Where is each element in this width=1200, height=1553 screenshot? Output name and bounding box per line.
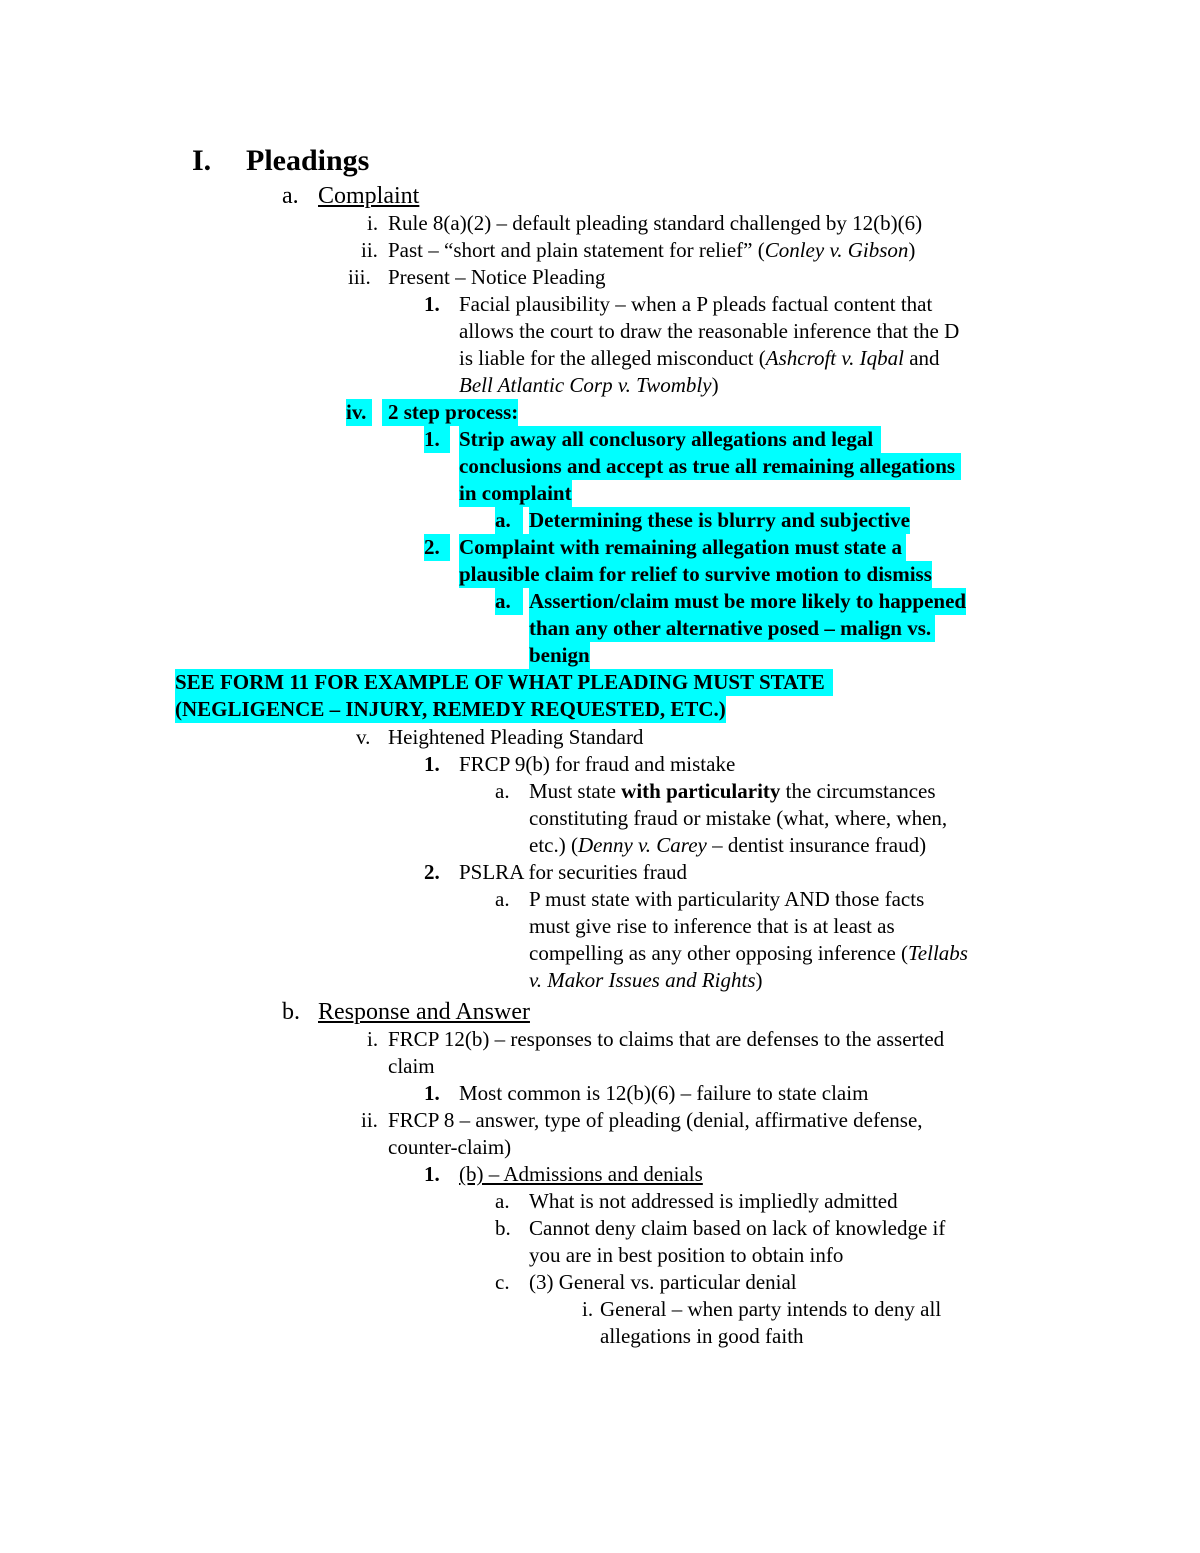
case-citation: Tellabs (908, 941, 968, 965)
item-text: must give rise to inference that is at least as (529, 914, 895, 938)
highlighted-item-marker: 1. (424, 426, 450, 453)
subsection-title-complaint: Complaint (318, 183, 420, 209)
item-text: Bell Atlantic Corp v. Twombly) (459, 373, 719, 397)
subsection-marker-b: b. (282, 999, 300, 1025)
item-text: compelling as any other opposing inference (Tellabs (529, 941, 968, 965)
item-text: Rule 8(a)(2) – default pleading standard challenged by 12(b)(6) (388, 211, 923, 235)
item-marker: v. (356, 725, 371, 749)
item-text: PSLRA for securities fraud (459, 860, 688, 884)
item-text: counter-claim) (388, 1135, 512, 1159)
subsection-marker-a: a. (282, 183, 299, 209)
item-text: Heightened Pleading Standard (388, 725, 644, 749)
item-text: Must state with particularity the circumstances (529, 779, 936, 803)
item-text: Facial plausibility – when a P pleads factual content that (459, 292, 933, 316)
case-citation: Ashcroft v. Iqbal (765, 346, 904, 370)
highlighted-item-text: Determining these is blurry and subjective (529, 508, 910, 532)
highlighted-item-text: Strip away all conclusory allegations and legal (459, 426, 881, 453)
case-citation: Denny v. Carey (577, 833, 707, 857)
highlighted-item-text: plausible claim for relief to survive motion to dismiss (459, 562, 932, 586)
item-text: etc.) (Denny v. Carey – dentist insurance fraud) (529, 833, 927, 857)
item-marker: iii. (348, 265, 371, 289)
item-marker: 1. (424, 1081, 440, 1105)
item-marker: a. (495, 887, 510, 911)
highlighted-item-marker: a. (495, 507, 523, 534)
case-citation: Bell Atlantic Corp v. Twombly (459, 373, 712, 397)
subsection-title-response: Response and Answer (318, 999, 530, 1025)
item-text: you are in best position to obtain info (529, 1243, 844, 1267)
item-marker: i. (367, 1027, 379, 1051)
item-text: allegations in good faith (600, 1324, 804, 1348)
item-text: (3) General vs. particular denial (529, 1270, 797, 1294)
form-note: SEE FORM 11 FOR EXAMPLE OF WHAT PLEADING MUST STATE (175, 669, 833, 696)
case-citation: Conley v. Gibson (764, 238, 909, 262)
highlighted-item-text: conclusions and accept as true all remaining allegations (459, 453, 961, 480)
item-text: (b) – Admissions and denials (459, 1162, 703, 1186)
highlighted-item-text: in complaint (459, 481, 572, 505)
item-marker: 1. (424, 752, 440, 776)
item-text: What is not addressed is impliedly admitted (529, 1189, 898, 1213)
highlighted-item-text: Complaint with remaining allegation must state a (459, 534, 906, 561)
item-text: claim (388, 1054, 435, 1078)
item-marker: a. (495, 1189, 510, 1213)
item-text: constituting fraud or mistake (what, where, when, (529, 806, 948, 830)
item-marker: i. (367, 211, 379, 235)
highlighted-item-text: than any other alternative posed – malign vs. (529, 615, 935, 642)
form-note: (NEGLIGENCE – INJURY, REMEDY REQUESTED, ETC.) (175, 697, 726, 721)
item-text: FRCP 12(b) – responses to claims that are defenses to the asserted (388, 1027, 945, 1051)
item-text: v. Makor Issues and Rights) (529, 968, 763, 992)
highlighted-item-text: 2 step process: (382, 399, 518, 426)
item-text: is liable for the alleged misconduct (Ashcroft v. Iqbal and (459, 346, 940, 370)
highlighted-item-marker: iv. (346, 399, 372, 426)
item-marker: b. (495, 1216, 511, 1240)
highlighted-item-text: benign (529, 643, 590, 667)
item-marker: ii. (361, 238, 378, 262)
item-text: Most common is 12(b)(6) – failure to state claim (459, 1081, 869, 1105)
item-text: FRCP 8 – answer, type of pleading (denial, affirmative defense, (388, 1108, 923, 1132)
item-text: FRCP 9(b) for fraud and mistake (459, 752, 736, 776)
case-citation: v. Makor Issues and Rights (529, 968, 756, 992)
item-marker: 2. (424, 860, 440, 884)
item-text: P must state with particularity AND those facts (529, 887, 925, 911)
item-text: Past – “short and plain statement for relief” (Conley v. Gibson) (388, 238, 916, 262)
item-marker: a. (495, 779, 510, 803)
item-text: allows the court to draw the reasonable inference that the D (459, 319, 960, 343)
highlighted-item-marker: 2. (424, 534, 450, 561)
item-marker: i. (582, 1297, 594, 1321)
item-marker: 1. (424, 292, 440, 316)
item-text: General – when party intends to deny all (600, 1297, 942, 1321)
section-title: Pleadings (246, 144, 370, 177)
item-marker: ii. (361, 1108, 378, 1132)
item-marker: 1. (424, 1162, 440, 1186)
item-text: Present – Notice Pleading (388, 265, 606, 289)
section-marker: I. (192, 144, 212, 177)
item-text: Cannot deny claim based on lack of knowledge if (529, 1216, 946, 1240)
highlighted-item-marker: a. (495, 588, 523, 615)
highlighted-item-text: Assertion/claim must be more likely to happened (529, 589, 967, 613)
item-marker: c. (495, 1270, 510, 1294)
